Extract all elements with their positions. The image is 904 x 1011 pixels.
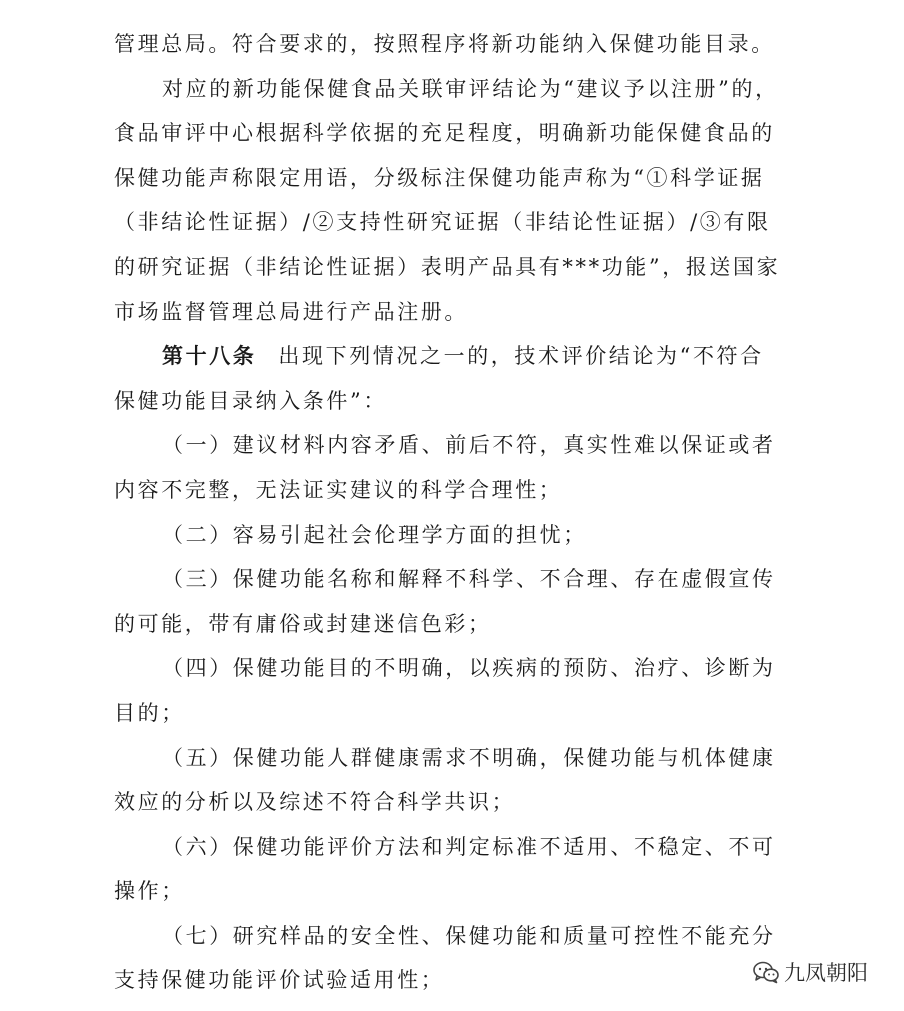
list-item-line: （五）保健功能人群健康需求不明确，保健功能与机体健康 — [162, 745, 776, 770]
list-item-line: 的可能，带有庸俗或封建迷信色彩； — [114, 611, 492, 636]
list-item-line: 操作； — [114, 879, 185, 904]
paragraph-line: 的研究证据（非结论性证据）表明产品具有***功能”，报送国家 — [114, 254, 781, 279]
document-body — [114, 0, 794, 1003]
article-line: 保健功能目录纳入条件”： — [114, 388, 387, 413]
watermark — [752, 954, 872, 990]
list-item-line: （六）保健功能评价方法和判定标准不适用、不稳定、不可 — [162, 834, 776, 859]
list-item-line: 效应的分析以及综述不符合科学共识； — [114, 790, 516, 815]
paragraph-line: 对应的新功能保健食品关联审评结论为“建议予以注册”的， — [162, 76, 779, 101]
watermark-text: 九凤朝阳 — [784, 961, 868, 985]
list-item-line: （四）保健功能目的不明确，以疾病的预防、治疗、诊断为 — [162, 656, 776, 681]
list-item-line: 目的； — [114, 700, 185, 725]
article-line — [114, 334, 794, 379]
paragraph-line: 市场监督管理总局进行产品注册。 — [114, 299, 468, 324]
paragraph-line: 保健功能声称限定用语，分级标注保健功能声称为“①科学证据 — [114, 165, 765, 190]
list-item-line: （三）保健功能名称和解释不科学、不合理、存在虚假宣传 — [162, 567, 776, 592]
list-item-line: （二）容易引起社会伦理学方面的担忧； — [162, 522, 587, 547]
list-item-line: （一）建议材料内容矛盾、前后不符，真实性难以保证或者 — [162, 433, 776, 458]
wechat-icon — [752, 960, 780, 984]
list-item-line: （七）研究样品的安全性、保健功能和质量可控性不能充分 — [162, 923, 776, 948]
article-heading: 第十八条 — [162, 343, 257, 369]
list-item-line: 内容不完整，无法证实建议的科学合理性； — [114, 477, 563, 502]
list-item-line: 支持保健功能评价试验适用性； — [114, 968, 445, 993]
paragraph-line: 食品审评中心根据科学依据的充足程度，明确新功能保健食品的 — [114, 121, 775, 146]
paragraph-line: （非结论性证据）/②支持性研究证据（非结论性证据）/③有限 — [114, 210, 771, 235]
paragraph-line: 管理总局。符合要求的，按照程序将新功能纳入保健功能目录。 — [114, 32, 775, 56]
article-text: 出现下列情况之一的，技术评价结论为“不符合 — [278, 344, 764, 369]
